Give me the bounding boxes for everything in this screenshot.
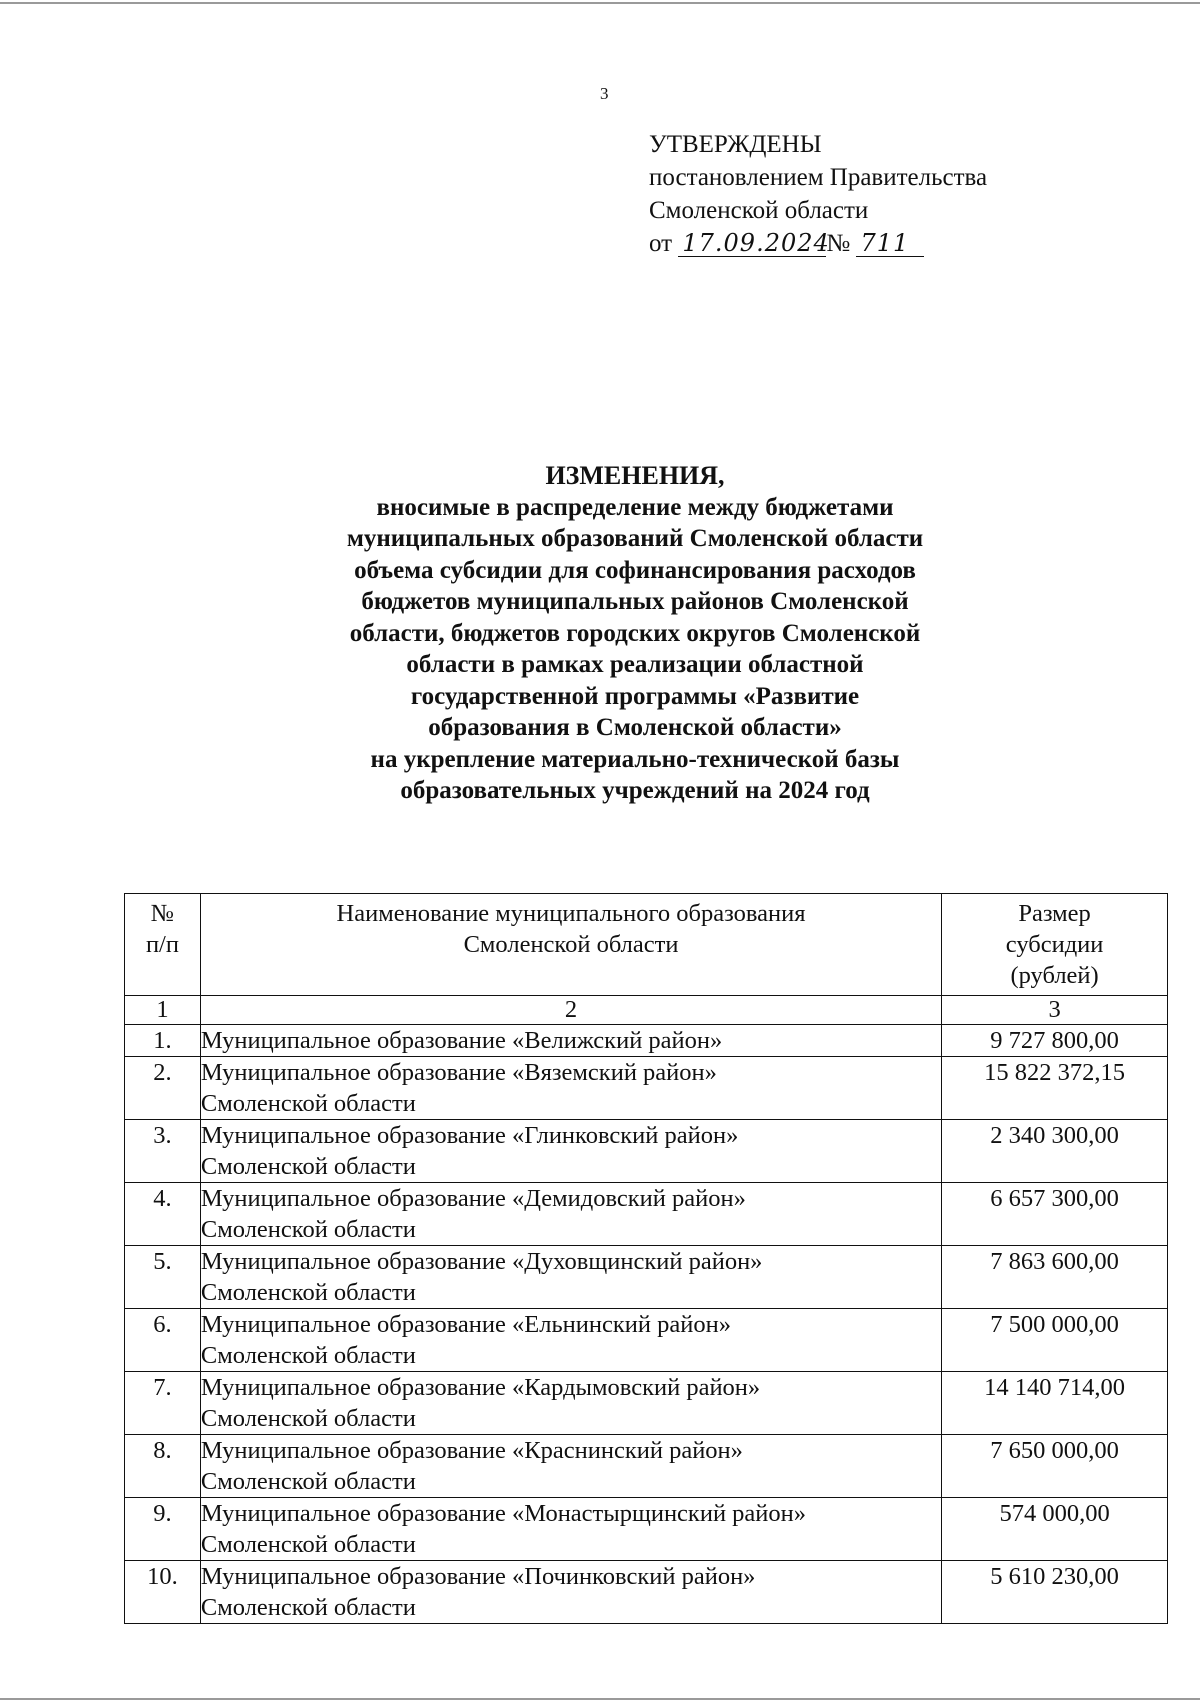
municipality-name: Муниципальное образование «Глинковский район» Смоленской области <box>200 1120 941 1183</box>
column-index: 2 <box>200 996 941 1025</box>
title-line: образовательных учреждений на 2024 год <box>400 777 870 804</box>
subsidy-amount: 7 500 000,00 <box>942 1309 1168 1372</box>
municipality-name: Муниципальное образование «Кардымовский район» Смоленской области <box>200 1372 941 1435</box>
row-number: 3. <box>125 1120 201 1183</box>
table-row <box>125 1561 1168 1624</box>
subsidy-amount: 15 822 372,15 <box>942 1057 1168 1120</box>
title-line: на укрепление материально-технической базы <box>370 745 900 773</box>
handwritten-number: 711 <box>856 230 924 257</box>
row-number: 8. <box>125 1435 201 1498</box>
handwritten-date: 17.09.2024 <box>678 230 826 257</box>
row-number: 5. <box>125 1246 201 1309</box>
subsidy-amount: 6 657 300,00 <box>942 1183 1168 1246</box>
row-number: 2. <box>125 1057 201 1120</box>
number-prefix: № <box>826 230 851 257</box>
subsidy-amount: 2 340 300,00 <box>942 1120 1168 1183</box>
subsidy-amount: 574 000,00 <box>942 1498 1168 1561</box>
table-row <box>125 1309 1168 1372</box>
header-municipality: Наименование муниципального образования Смоленской области <box>200 894 941 996</box>
municipality-name: Муниципальное образование «Починковский район» Смоленской области <box>200 1561 941 1624</box>
table-row <box>125 1435 1168 1498</box>
subsidy-amount: 7 863 600,00 <box>942 1246 1168 1309</box>
municipality-name: Муниципальное образование «Краснинский район» Смоленской области <box>200 1435 941 1498</box>
row-number: 10. <box>125 1561 201 1624</box>
table-row <box>125 1120 1168 1183</box>
municipality-name: Муниципальное образование «Монастырщинский район» Смоленской области <box>200 1498 941 1561</box>
table-row <box>125 1498 1168 1561</box>
page-number: 3 <box>600 84 609 103</box>
municipality-name: Муниципальное образование «Ельнинский район» Смоленской области <box>200 1309 941 1372</box>
row-number: 6. <box>125 1309 201 1372</box>
subsidy-amount: 9 727 800,00 <box>942 1025 1168 1057</box>
top-scan-edge <box>0 2 1200 4</box>
row-number: 7. <box>125 1372 201 1435</box>
table-row <box>125 1372 1168 1435</box>
subsidy-amount: 7 650 000,00 <box>942 1435 1168 1498</box>
title-line: образования в Смоленской области» <box>428 714 842 741</box>
title-line: муниципальных образований Смоленской области <box>346 525 924 552</box>
row-number: 9. <box>125 1498 201 1561</box>
date-prefix: от <box>649 230 673 257</box>
table-row <box>125 1057 1168 1120</box>
title-line: вносимые в распределение между бюджетами <box>376 493 894 521</box>
table-header-row <box>125 894 1168 996</box>
approval-line-1: постановлением Правительства <box>649 164 988 191</box>
title-line: объема субсидии для софинансирования расходов <box>354 556 916 584</box>
subsidy-table <box>124 893 1168 1624</box>
title-line: области, бюджетов городских округов Смоленской <box>349 619 921 647</box>
approval-line-2: Смоленской области <box>649 197 869 224</box>
bottom-scan-edge <box>0 1698 1200 1700</box>
subsidy-amount: 14 140 714,00 <box>942 1372 1168 1435</box>
column-index: 3 <box>942 996 1168 1025</box>
header-amount: Размер субсидии (рублей) <box>942 894 1168 996</box>
subsidy-amount: 5 610 230,00 <box>942 1561 1168 1624</box>
approval-date-line <box>649 227 1169 260</box>
municipality-name: Муниципальное образование «Демидовский район» Смоленской области <box>200 1183 941 1246</box>
title-line: бюджетов муниципальных районов Смоленской <box>361 588 909 615</box>
column-index: 1 <box>125 996 201 1025</box>
document-title <box>240 460 1030 807</box>
column-index-row <box>125 996 1168 1025</box>
table-row <box>125 1246 1168 1309</box>
municipality-name: Муниципальное образование «Вяземский район» Смоленской области <box>200 1057 941 1120</box>
municipality-name: Муниципальное образование «Велижский район» <box>200 1025 941 1057</box>
title-line: области в рамках реализации областной <box>406 651 864 678</box>
approval-stamp-block <box>649 128 1169 260</box>
header-number: № п/п <box>125 894 201 996</box>
title-line: государственной программы «Развитие <box>410 682 860 710</box>
row-number: 4. <box>125 1183 201 1246</box>
table-row <box>125 1025 1168 1057</box>
row-number: 1. <box>125 1025 201 1057</box>
table-row <box>125 1183 1168 1246</box>
approval-title: УТВЕРЖДЕНЫ <box>649 131 822 158</box>
municipality-name: Муниципальное образование «Духовщинский район» Смоленской области <box>200 1246 941 1309</box>
document-heading: ИЗМЕНЕНИЯ, <box>545 461 725 490</box>
